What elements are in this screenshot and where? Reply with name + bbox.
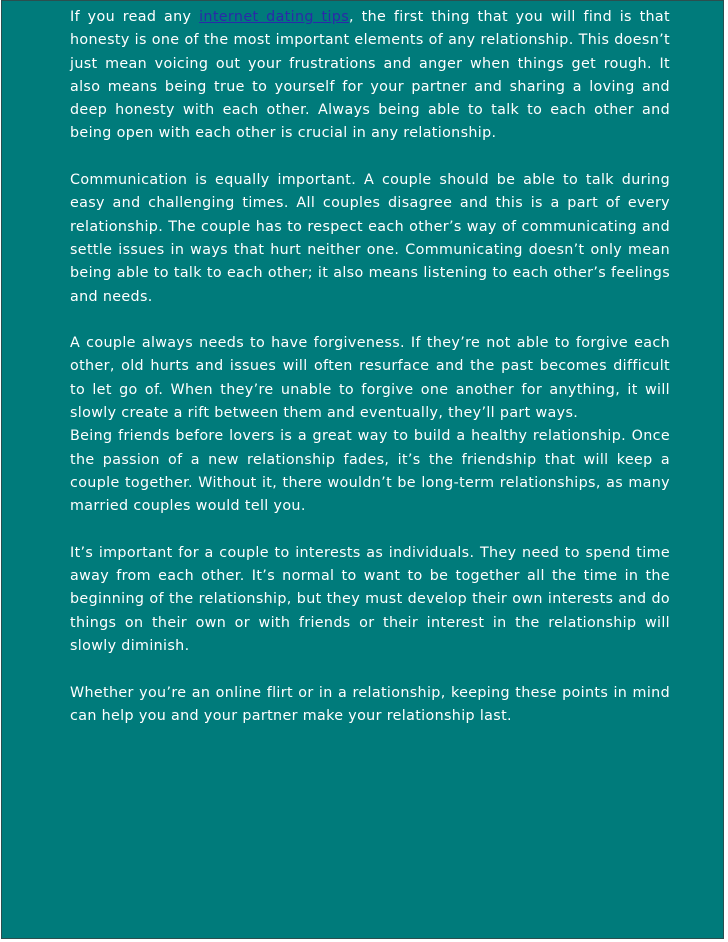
document-page <box>1 0 724 939</box>
paragraph-communication: Communication is equally important. A couple should be able to talk during easy and challenging times. All couples disagree and this is a part of every relationship. The couple has to respect each other’s way of communicating and settle issues in ways that hurt neither one. Communicating doesn’t only mean being able to talk to each other; it also means listening to each other’s feelings and needs. <box>70 172 670 305</box>
paragraph-friendship: Being friends before lovers is a great way to build a healthy relationship. Once the passion of a new relationship fades, it’s the friendship that will keep a couple together. Without it, there wouldn’t be long-term relationships, as many married couples would tell you. <box>70 428 670 515</box>
article-body <box>70 6 670 728</box>
paragraph-honesty-text: , the first thing that you will find is that honesty is one of the most important elements of any relationship. This doesn’t just mean voicing out your frustrations and anger when things get rough. It also means being true to yourself for your partner and sharing a loving and deep honesty with each other. Always being able to talk to each other and being open with each other is crucial in any relationship. <box>70 9 670 142</box>
paragraph-forgiveness: A couple always needs to have forgiveness. If they’re not able to forgive each other, old hurts and issues will often resurface and the past becomes difficult to let go of. When they’re unable to forgive one another for anything, it will slowly create a rift between them and eventually, they’ll part ways. <box>70 335 670 422</box>
paragraph-conclusion: Whether you’re an online flirt or in a relationship, keeping these points in mind can help you and your partner make your relationship last. <box>70 684 670 724</box>
paragraph-individual-interests: It’s important for a couple to interests as individuals. They need to spend time away from each other. It’s normal to want to be together all the time in the beginning of the relationship, but they must develop their own interests and do things on their own or with friends or their interest in the relationship will slowly diminish. <box>70 544 670 655</box>
paragraph-honesty <box>70 6 670 146</box>
internet-dating-tips-link[interactable]: internet dating tips <box>199 9 350 25</box>
paragraph-intro-text: If you read any <box>70 9 200 25</box>
